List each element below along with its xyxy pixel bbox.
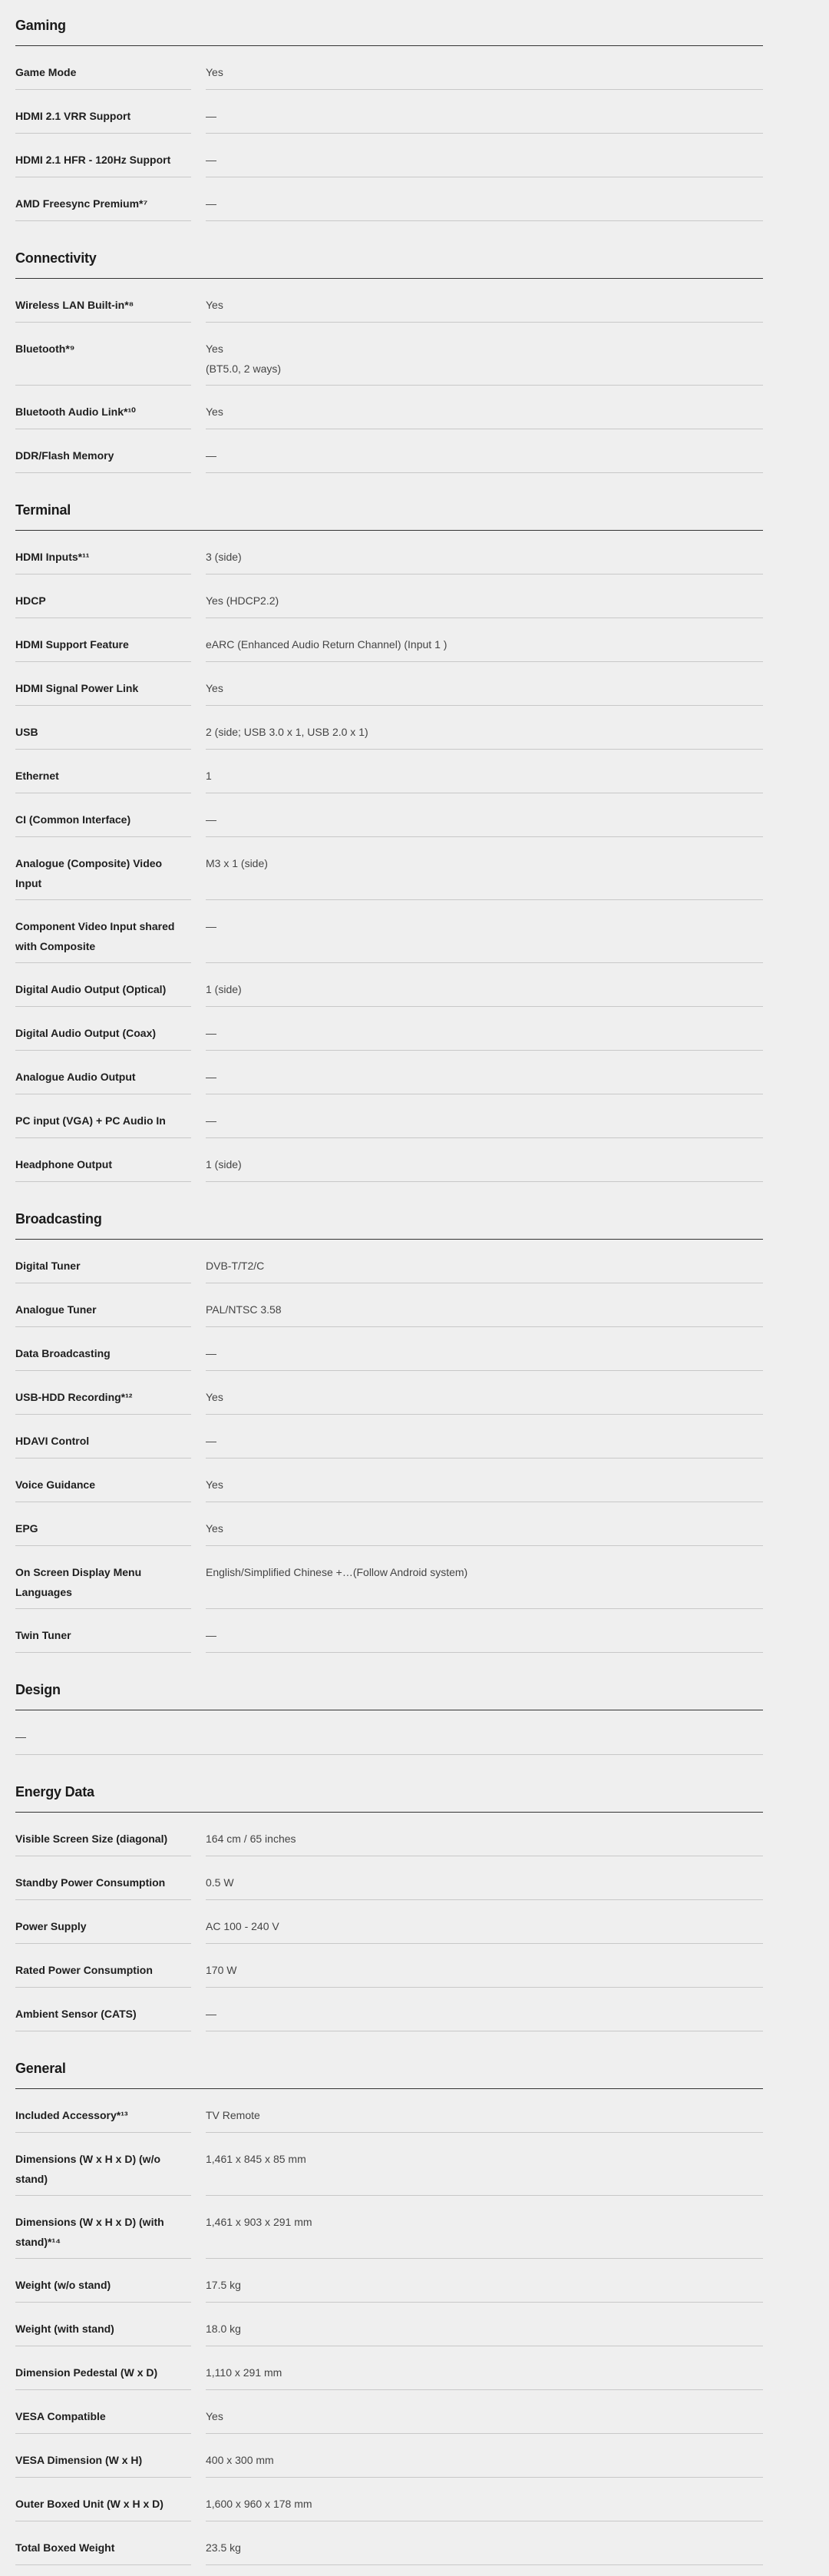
- spec-value: —: [206, 106, 763, 134]
- spec-row: [15, 2196, 763, 2259]
- spec-value: 2 (side; USB 3.0 x 1, USB 2.0 x 1): [206, 722, 763, 750]
- spec-value: —: [206, 150, 763, 177]
- spec-value: —: [206, 810, 763, 837]
- spec-row: [15, 963, 763, 1007]
- spec-value: 164 cm / 65 inches: [206, 1829, 763, 1856]
- spec-value: Yes: [206, 678, 763, 706]
- spec-row: [15, 2259, 763, 2303]
- spec-value: eARC (Enhanced Audio Return Channel) (Input 1 ): [206, 634, 763, 662]
- spec-row: [15, 1283, 763, 1327]
- section-spacer: [15, 1653, 763, 1680]
- spec-label: VESA Dimension (W x H): [15, 2450, 191, 2478]
- section-connectivity: [15, 248, 763, 473]
- spec-label: Digital Tuner: [15, 1256, 191, 1283]
- spec-row: [15, 574, 763, 618]
- spec-label: Total Boxed Weight: [15, 2538, 191, 2565]
- spec-row: [15, 1371, 763, 1415]
- spec-row: [15, 1546, 763, 1609]
- spec-label: Bluetooth Audio Link*¹⁰: [15, 402, 191, 429]
- spec-value: 1: [206, 766, 763, 793]
- spec-value: English/Simplified Chinese +…(Follow Android system): [206, 1562, 763, 1609]
- section-heading: Connectivity: [15, 248, 763, 279]
- spec-label: HDMI Support Feature: [15, 634, 191, 662]
- spec-label: Wireless LAN Built-in*⁸: [15, 295, 191, 323]
- spec-row: [15, 2434, 763, 2478]
- spec-label: Analogue (Composite) Video Input: [15, 853, 191, 900]
- section-design: [15, 1680, 763, 1755]
- spec-value: 170 W: [206, 1960, 763, 1988]
- spec-label: Dimension Pedestal (W x D): [15, 2362, 191, 2390]
- spec-label: HDMI Signal Power Link: [15, 678, 191, 706]
- spec-row: [15, 1813, 763, 1856]
- spec-row: [15, 1415, 763, 1459]
- spec-label: Headphone Output: [15, 1154, 191, 1182]
- spec-value: 3 (side): [206, 547, 763, 574]
- spec-value: —: [206, 194, 763, 221]
- spec-label: Digital Audio Output (Coax): [15, 1023, 191, 1051]
- spec-label: Bluetooth*⁹: [15, 339, 191, 386]
- spec-value: Yes: [206, 402, 763, 429]
- section-spacer: [15, 2031, 763, 2058]
- section-gaming: [15, 15, 763, 221]
- spec-label: HDAVI Control: [15, 1431, 191, 1459]
- spec-label: Outer Boxed Unit (W x H x D): [15, 2494, 191, 2521]
- section-heading: Energy Data: [15, 1782, 763, 1813]
- spec-value: 23.5 kg: [206, 2538, 763, 2565]
- spec-label: CI (Common Interface): [15, 810, 191, 837]
- spec-value: Yes: [206, 1518, 763, 1546]
- spec-label: Visible Screen Size (diagonal): [15, 1829, 191, 1856]
- spec-value: 0.5 W: [206, 1872, 763, 1900]
- spec-row: [15, 1944, 763, 1988]
- spec-label: Rated Power Consumption: [15, 1960, 191, 1988]
- spec-row: [15, 2521, 763, 2565]
- spec-value: —: [206, 1111, 763, 1138]
- spec-value: Yes: [206, 62, 763, 90]
- spec-value: —: [206, 1431, 763, 1459]
- spec-label: Weight (w/o stand): [15, 2275, 191, 2303]
- spec-row: [15, 429, 763, 473]
- spec-value: Yes (BT5.0, 2 ways): [206, 339, 763, 386]
- spec-value: —: [206, 916, 763, 963]
- section-heading: General: [15, 2058, 763, 2089]
- spec-row: [15, 1094, 763, 1138]
- section-energy-data: [15, 1782, 763, 2031]
- spec-row: [15, 177, 763, 221]
- spec-row: [15, 2478, 763, 2521]
- spec-label: EPG: [15, 1518, 191, 1546]
- spec-label: Component Video Input shared with Composite: [15, 916, 191, 963]
- spec-value: —: [15, 1710, 763, 1755]
- spec-table: [15, 15, 763, 2565]
- section-heading: Terminal: [15, 500, 763, 531]
- spec-label: VESA Compatible: [15, 2406, 191, 2434]
- spec-label: Analogue Audio Output: [15, 1067, 191, 1094]
- spec-row: [15, 90, 763, 134]
- spec-value: 1,110 x 291 mm: [206, 2362, 763, 2390]
- spec-value: 1 (side): [206, 1154, 763, 1182]
- section-terminal: [15, 500, 763, 1182]
- spec-row: [15, 134, 763, 177]
- spec-label: HDMI Inputs*¹¹: [15, 547, 191, 574]
- spec-row: [15, 386, 763, 429]
- spec-value: Yes: [206, 295, 763, 323]
- section-heading: Design: [15, 1680, 763, 1710]
- spec-label: AMD Freesync Premium*⁷: [15, 194, 191, 221]
- spec-label: Ethernet: [15, 766, 191, 793]
- spec-label: Weight (with stand): [15, 2319, 191, 2346]
- spec-value: PAL/NTSC 3.58: [206, 1300, 763, 1327]
- spec-value: AC 100 - 240 V: [206, 1916, 763, 1944]
- spec-value: M3 x 1 (side): [206, 853, 763, 900]
- spec-row: [15, 323, 763, 386]
- spec-value: Yes: [206, 1387, 763, 1415]
- spec-value: —: [206, 445, 763, 473]
- spec-value: TV Remote: [206, 2105, 763, 2133]
- spec-row: [15, 1988, 763, 2031]
- spec-label: Data Broadcasting: [15, 1343, 191, 1371]
- spec-row: [15, 618, 763, 662]
- spec-row: [15, 793, 763, 837]
- spec-row: [15, 1856, 763, 1900]
- spec-label: Twin Tuner: [15, 1625, 191, 1653]
- spec-row: [15, 1138, 763, 1182]
- spec-label: HDMI 2.1 VRR Support: [15, 106, 191, 134]
- spec-value: Yes: [206, 2406, 763, 2434]
- spec-label: Voice Guidance: [15, 1475, 191, 1502]
- spec-row: [15, 2089, 763, 2133]
- spec-label: Dimensions (W x H x D) (with stand)*¹⁴: [15, 2212, 191, 2259]
- spec-label: PC input (VGA) + PC Audio In: [15, 1111, 191, 1138]
- spec-row: [15, 1051, 763, 1094]
- spec-value: —: [206, 1023, 763, 1051]
- spec-label: USB-HDD Recording*¹²: [15, 1387, 191, 1415]
- spec-value: Yes: [206, 1475, 763, 1502]
- spec-row: [15, 2133, 763, 2196]
- spec-row: [15, 279, 763, 323]
- spec-label: Dimensions (W x H x D) (w/o stand): [15, 2149, 191, 2196]
- spec-value: 1,600 x 960 x 178 mm: [206, 2494, 763, 2521]
- spec-label: DDR/Flash Memory: [15, 445, 191, 473]
- spec-label: Included Accessory*¹³: [15, 2105, 191, 2133]
- spec-value: 1 (side): [206, 979, 763, 1007]
- spec-row: [15, 837, 763, 900]
- spec-label: USB: [15, 722, 191, 750]
- section-spacer: [15, 221, 763, 248]
- spec-value: 1,461 x 845 x 85 mm: [206, 2149, 763, 2196]
- spec-row: [15, 900, 763, 963]
- spec-label: Ambient Sensor (CATS): [15, 2004, 191, 2031]
- spec-row: [15, 662, 763, 706]
- spec-row: [15, 1327, 763, 1371]
- section-heading: Gaming: [15, 15, 763, 46]
- section-spacer: [15, 1755, 763, 1782]
- spec-value: 18.0 kg: [206, 2319, 763, 2346]
- spec-label: Game Mode: [15, 62, 191, 90]
- spec-value: —: [206, 1067, 763, 1094]
- spec-label: Digital Audio Output (Optical): [15, 979, 191, 1007]
- spec-row: [15, 1240, 763, 1283]
- section-spacer: [15, 473, 763, 500]
- spec-value: —: [206, 1343, 763, 1371]
- spec-row: [15, 2303, 763, 2346]
- spec-row: [15, 706, 763, 750]
- spec-label: HDCP: [15, 591, 191, 618]
- spec-value: 1,461 x 903 x 291 mm: [206, 2212, 763, 2259]
- spec-value: —: [206, 1625, 763, 1653]
- spec-label: On Screen Display Menu Languages: [15, 1562, 191, 1609]
- section-general: [15, 2058, 763, 2565]
- spec-value: DVB-T/T2/C: [206, 1256, 763, 1283]
- spec-row: [15, 1007, 763, 1051]
- spec-label: HDMI 2.1 HFR - 120Hz Support: [15, 150, 191, 177]
- spec-label: Standby Power Consumption: [15, 1872, 191, 1900]
- spec-row: [15, 46, 763, 90]
- spec-value: 400 x 300 mm: [206, 2450, 763, 2478]
- spec-label: Power Supply: [15, 1916, 191, 1944]
- spec-row: [15, 750, 763, 793]
- section-spacer: [15, 1182, 763, 1209]
- spec-row: [15, 2390, 763, 2434]
- spec-row: [15, 1900, 763, 1944]
- spec-value: Yes (HDCP2.2): [206, 591, 763, 618]
- spec-row: [15, 1609, 763, 1653]
- spec-value: —: [206, 2004, 763, 2031]
- section-heading: Broadcasting: [15, 1209, 763, 1240]
- section-broadcasting: [15, 1209, 763, 1653]
- spec-value: 17.5 kg: [206, 2275, 763, 2303]
- spec-row: [15, 531, 763, 574]
- spec-label: Analogue Tuner: [15, 1300, 191, 1327]
- spec-row: [15, 1502, 763, 1546]
- spec-row: [15, 2346, 763, 2390]
- spec-row: [15, 1459, 763, 1502]
